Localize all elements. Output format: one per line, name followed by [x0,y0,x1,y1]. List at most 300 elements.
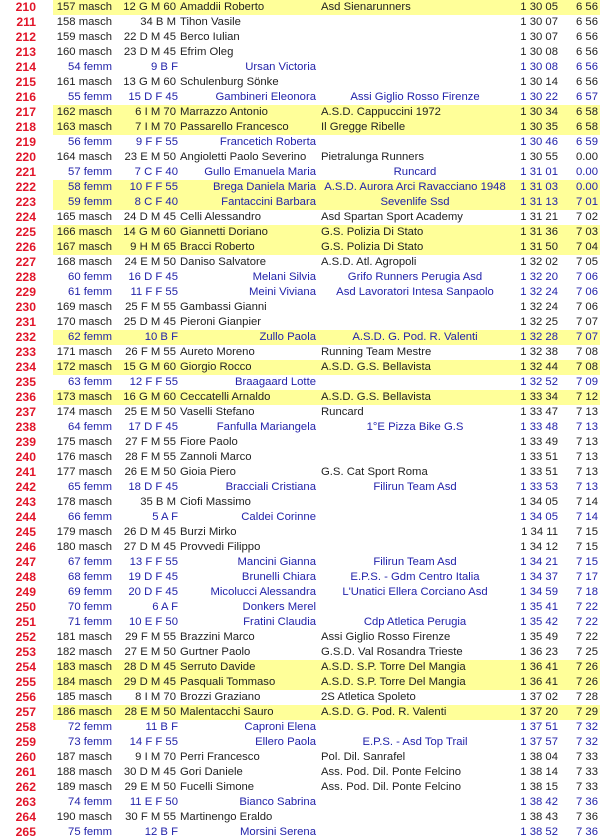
pace: 7 29 [576,706,598,718]
category-rank: 7 C F 40 [134,166,178,178]
athlete-name: Giorgio Rocco [180,361,252,373]
team-name: Sevenlife Ssd [380,196,450,208]
gender-rank: 75 femm [68,826,112,838]
table-row [0,705,611,720]
pace: 7 36 [576,811,598,823]
athlete-name: Donkers Merel [242,601,316,613]
overall-position: 238 [15,420,36,434]
pace: 7 13 [576,451,598,463]
category-rank: 8 I M 70 [135,691,176,703]
overall-position: 247 [15,555,36,569]
athlete-name: Fantaccini Barbara [221,196,316,208]
athlete-name: Fratini Claudia [243,616,316,628]
team-name: A.S.D. G. Pod. R. Valenti [352,331,478,343]
pace: 7 13 [576,466,598,478]
athlete-name: Amaddii Roberto [180,1,265,13]
overall-position: 248 [15,570,36,584]
table-row [0,630,611,645]
gender-rank: 54 femm [68,61,112,73]
overall-position: 239 [15,435,36,449]
athlete-name: Berco Iulian [180,31,240,43]
finish-time: 1 35 49 [520,631,558,643]
table-row [0,405,611,420]
pace: 7 15 [576,541,598,553]
gender-rank: 170 masch [56,316,112,328]
category-rank: 17 D F 45 [128,421,178,433]
pace: 7 36 [576,796,598,808]
gender-rank: 171 masch [56,346,112,358]
finish-time: 1 31 36 [520,226,558,238]
athlete-name: Martinengo Eraldo [180,811,273,823]
finish-time: 1 33 49 [520,436,558,448]
overall-position: 211 [16,15,36,29]
category-rank: 27 F M 55 [125,436,176,448]
gender-rank: 61 femm [68,286,112,298]
finish-time: 1 36 41 [520,661,558,673]
overall-position: 243 [15,495,36,509]
category-rank: 9 H M 65 [130,241,176,253]
overall-position: 240 [15,450,36,464]
category-rank: 13 G M 60 [123,76,176,88]
pace: 7 14 [576,496,598,508]
category-rank: 22 D M 45 [123,31,176,43]
overall-position: 252 [15,630,36,644]
finish-time: 1 37 57 [520,736,558,748]
gender-rank: 62 femm [68,331,112,343]
table-row [0,795,611,810]
finish-time: 1 36 23 [520,646,558,658]
category-rank: 12 B F [144,826,178,838]
pace: 7 01 [576,196,598,208]
table-row [0,375,611,390]
gender-rank: 60 femm [68,271,112,283]
table-row [0,225,611,240]
pace: 7 18 [576,586,598,598]
athlete-name: Ursan Victoria [245,61,316,73]
category-rank: 26 E M 50 [124,466,176,478]
team-name: Pol. Dil. Sanrafel [321,751,406,763]
pace: 7 17 [576,571,598,583]
table-row [0,495,611,510]
table-row [0,690,611,705]
team-name: 1°E Pizza Bike G.S [366,421,464,433]
gender-rank: 59 femm [68,196,112,208]
category-rank: 15 G M 60 [123,361,176,373]
team-name: Runcard [393,166,437,178]
category-rank: 11 E F 50 [129,796,178,808]
finish-time: 1 32 28 [520,331,558,343]
finish-time: 1 37 02 [520,691,558,703]
team-name: Il Gregge Ribelle [321,121,406,133]
finish-time: 1 36 41 [520,676,558,688]
finish-time: 1 34 21 [520,556,558,568]
athlete-name: Melani Silvia [252,271,316,283]
athlete-name: Giannetti Doriano [180,226,268,238]
team-name: Filirun Team Asd [373,556,457,568]
athlete-name: Morsini Serena [240,826,316,838]
finish-time: 1 33 51 [520,466,558,478]
overall-position: 249 [15,585,36,599]
finish-time: 1 35 42 [520,616,558,628]
table-row [0,300,611,315]
gender-rank: 185 masch [56,691,112,703]
category-rank: 29 D M 45 [123,676,176,688]
category-rank: 12 F F 55 [129,376,178,388]
overall-position: 263 [15,795,36,809]
overall-position: 251 [15,615,36,629]
pace: 7 26 [576,676,598,688]
overall-position: 228 [15,270,36,284]
gender-rank: 177 masch [56,466,112,478]
category-rank: 15 D F 45 [128,91,178,103]
overall-position: 217 [15,105,36,119]
table-row [0,615,611,630]
finish-time: 1 33 47 [520,406,558,418]
overall-position: 257 [15,705,36,719]
gender-rank: 63 femm [68,376,112,388]
team-name: A.S.D. S.P. Torre Del Mangia [321,676,466,688]
finish-time: 1 34 05 [520,496,558,508]
finish-time: 1 34 11 [521,526,558,538]
finish-time: 1 38 43 [520,811,558,823]
finish-time: 1 31 01 [520,166,558,178]
athlete-name: Brunelli Chiara [241,571,316,583]
overall-position: 224 [15,210,36,224]
team-name: A.S.D. Cappuccini 1972 [321,106,441,118]
table-row [0,675,611,690]
gender-rank: 70 femm [68,601,112,613]
overall-position: 218 [15,120,36,134]
team-name: A.S.D. G.S. Bellavista [321,391,431,403]
category-rank: 28 F M 55 [125,451,176,463]
overall-position: 229 [15,285,36,299]
finish-time: 1 38 04 [520,751,558,763]
athlete-name: Gurtner Paolo [180,646,251,658]
table-row [0,825,611,840]
category-rank: 30 F M 55 [125,811,176,823]
finish-time: 1 37 20 [520,706,558,718]
table-row [0,720,611,735]
team-name: Assi Giglio Rosso Firenze [350,91,480,103]
team-name: 2S Atletica Spoleto [321,691,416,703]
table-row [0,660,611,675]
overall-position: 220 [15,150,36,164]
pace: 7 25 [576,646,598,658]
category-rank: 25 E M 50 [124,406,176,418]
table-row [0,750,611,765]
pace: 7 07 [576,316,598,328]
gender-rank: 58 femm [68,181,112,193]
overall-position: 221 [15,165,36,179]
category-rank: 25 F M 55 [125,301,176,313]
category-rank: 23 E M 50 [124,151,176,163]
table-row [0,570,611,585]
category-rank: 23 D M 45 [123,46,176,58]
pace: 7 03 [576,226,598,238]
finish-time: 1 31 03 [520,181,558,193]
overall-position: 253 [15,645,36,659]
athlete-name: Bracci Roberto [180,241,255,253]
overall-position: 259 [15,735,36,749]
pace: 6 58 [576,121,598,133]
table-row [0,120,611,135]
finish-time: 1 33 53 [520,481,558,493]
athlete-name: Gullo Emanuela Maria [204,166,316,178]
table-row [0,780,611,795]
athlete-name: Pasquali Tommaso [180,676,276,688]
table-row [0,180,611,195]
athlete-name: Fucelli Simone [180,781,255,793]
gender-rank: 68 femm [68,571,112,583]
pace: 7 15 [576,556,598,568]
gender-rank: 73 femm [68,736,112,748]
finish-time: 1 30 07 [520,31,558,43]
overall-position: 232 [15,330,36,344]
athlete-name: Gambassi Gianni [180,301,267,313]
gender-rank: 179 masch [56,526,112,538]
gender-rank: 65 femm [68,481,112,493]
pace: 0.00 [576,181,598,193]
athlete-name: Fanfulla Mariangela [216,421,316,433]
team-name: A.S.D. S.P. Torre Del Mangia [321,661,466,673]
pace: 7 08 [576,361,598,373]
team-name: Asd Spartan Sport Academy [321,211,463,223]
gender-rank: 161 masch [56,76,112,88]
athlete-name: Ellero Paola [255,736,316,748]
athlete-name: Fiore Paolo [180,436,238,448]
category-rank: 9 B F [151,61,178,73]
gender-rank: 74 femm [68,796,112,808]
category-rank: 28 D M 45 [123,661,176,673]
pace: 7 13 [576,421,598,433]
gender-rank: 56 femm [68,136,112,148]
pace: 7 32 [576,736,598,748]
category-rank: 29 F M 55 [125,631,176,643]
athlete-name: Caldei Corinne [241,511,316,523]
team-name: Runcard [321,406,364,418]
finish-time: 1 32 44 [520,361,558,373]
finish-time: 1 32 25 [520,316,558,328]
athlete-name: Brozzi Graziano [180,691,261,703]
category-rank: 14 G M 60 [123,226,176,238]
athlete-name: Marrazzo Antonio [180,106,268,118]
finish-time: 1 30 05 [520,1,558,13]
team-name: Running Team Mestre [321,346,432,358]
finish-time: 1 38 52 [520,826,558,838]
category-rank: 27 D M 45 [123,541,176,553]
pace: 6 57 [576,91,598,103]
athlete-name: Zullo Paola [259,331,316,343]
category-rank: 27 E M 50 [124,646,176,658]
table-row [0,345,611,360]
category-rank: 7 I M 70 [135,121,176,133]
overall-position: 233 [15,345,36,359]
table-row [0,270,611,285]
team-name: A.S.D. G.S. Bellavista [321,361,431,373]
gender-rank: 189 masch [56,781,112,793]
athlete-name: Pieroni Gianpier [180,316,262,328]
pace: 7 22 [576,616,598,628]
team-name: E.P.S. - Asd Top Trail [362,736,468,748]
athlete-name: Zannoli Marco [180,451,252,463]
pace: 6 56 [576,16,598,28]
finish-time: 1 38 15 [520,781,558,793]
gender-rank: 178 masch [56,496,112,508]
category-rank: 24 D M 45 [123,211,176,223]
overall-position: 231 [15,315,36,329]
table-row [0,510,611,525]
overall-position: 222 [15,180,36,194]
athlete-name: Tihon Vasile [180,16,241,28]
athlete-name: Brazzini Marco [180,631,255,643]
gender-rank: 164 masch [56,151,112,163]
gender-rank: 159 masch [56,31,112,43]
finish-time: 1 30 07 [520,16,558,28]
gender-rank: 67 femm [68,556,112,568]
table-row [0,525,611,540]
category-rank: 16 G M 60 [123,391,176,403]
athlete-name: Ciofi Massimo [180,496,251,508]
finish-time: 1 32 20 [520,271,558,283]
pace: 7 08 [576,346,598,358]
finish-time: 1 32 02 [520,256,558,268]
athlete-name: Braagaard Lotte [234,376,316,388]
athlete-name: Serruto Davide [180,661,256,673]
gender-rank: 186 masch [56,706,112,718]
overall-position: 214 [15,60,36,74]
overall-position: 264 [15,810,36,824]
table-row [0,540,611,555]
overall-position: 234 [15,360,36,374]
table-row [0,330,611,345]
athlete-name: Celli Alessandro [180,211,262,223]
overall-position: 227 [15,255,36,269]
gender-rank: 158 masch [56,16,112,28]
overall-position: 236 [15,390,36,404]
overall-position: 223 [15,195,36,209]
gender-rank: 187 masch [56,751,112,763]
category-rank: 19 D F 45 [128,571,178,583]
overall-position: 226 [15,240,36,254]
overall-position: 225 [15,225,36,239]
pace: 6 56 [576,76,598,88]
category-rank: 28 E M 50 [124,706,176,718]
pace: 7 06 [576,271,598,283]
overall-position: 258 [15,720,36,734]
table-row [0,810,611,825]
finish-time: 1 34 37 [520,571,558,583]
table-row [0,165,611,180]
team-name: Assi Giglio Rosso Firenze [321,631,451,643]
gender-rank: 72 femm [68,721,112,733]
table-row [0,435,611,450]
athlete-name: Ceccatelli Arnaldo [180,391,271,403]
gender-rank: 190 masch [56,811,112,823]
team-name: Grifo Runners Perugia Asd [347,271,483,283]
finish-time: 1 33 51 [520,451,558,463]
finish-time: 1 30 55 [520,151,558,163]
finish-time: 1 38 42 [520,796,558,808]
athlete-name: Malentacchi Sauro [180,706,274,718]
finish-time: 1 33 34 [520,391,558,403]
overall-position: 244 [15,510,36,524]
overall-position: 254 [15,660,36,674]
pace: 0.00 [576,166,598,178]
athlete-name: Perri Francesco [180,751,260,763]
team-name: G.S.D. Val Rosandra Trieste [321,646,463,658]
team-name: Filirun Team Asd [373,481,457,493]
category-rank: 18 D F 45 [128,481,178,493]
overall-position: 216 [15,90,36,104]
overall-position: 242 [15,480,36,494]
overall-position: 245 [15,525,36,539]
finish-time: 1 30 08 [520,46,558,58]
gender-rank: 160 masch [56,46,112,58]
table-row [0,210,611,225]
gender-rank: 169 masch [56,301,112,313]
athlete-name: Aureto Moreno [180,346,255,358]
athlete-name: Angioletti Paolo Severino [180,151,307,163]
table-row [0,75,611,90]
table-row [0,60,611,75]
athlete-name: Francetich Roberta [219,136,316,148]
category-rank: 24 E M 50 [124,256,176,268]
overall-position: 213 [15,45,36,59]
pace: 6 58 [576,106,598,118]
category-rank: 6 I M 70 [135,106,176,118]
gender-rank: 174 masch [56,406,112,418]
category-rank: 34 B M [140,16,176,28]
pace: 7 12 [576,391,598,403]
finish-time: 1 32 24 [520,286,558,298]
table-row [0,0,611,15]
overall-position: 262 [15,780,36,794]
team-name: E.P.S. - Gdm Centro Italia [350,571,480,583]
athlete-name: Passarello Francesco [180,121,289,133]
category-rank: 30 D M 45 [123,766,176,778]
table-row [0,480,611,495]
table-row [0,315,611,330]
category-rank: 10 B F [144,331,178,343]
table-row [0,585,611,600]
category-rank: 10 E F 50 [129,616,178,628]
pace: 7 26 [576,661,598,673]
category-rank: 6 A F [152,601,178,613]
pace: 7 33 [576,766,598,778]
gender-rank: 162 masch [56,106,112,118]
team-name: Ass. Pod. Dil. Ponte Felcino [321,781,462,793]
overall-position: 241 [15,465,36,479]
pace: 7 13 [576,436,598,448]
category-rank: 13 F F 55 [129,556,178,568]
gender-rank: 165 masch [56,211,112,223]
pace: 7 33 [576,781,598,793]
category-rank: 9 F F 55 [135,136,178,148]
table-row [0,45,611,60]
pace: 7 06 [576,301,598,313]
overall-position: 260 [15,750,36,764]
gender-rank: 64 femm [68,421,112,433]
athlete-name: Micolucci Alessandra [210,586,316,598]
athlete-name: Vaselli Stefano [180,406,255,418]
athlete-name: Gambineri Eleonora [215,91,316,103]
finish-time: 1 34 59 [520,586,558,598]
finish-time: 1 38 14 [520,766,558,778]
pace: 7 06 [576,286,598,298]
pace: 7 13 [576,481,598,493]
table-row [0,555,611,570]
athlete-name: Provvedi Filippo [180,541,261,553]
